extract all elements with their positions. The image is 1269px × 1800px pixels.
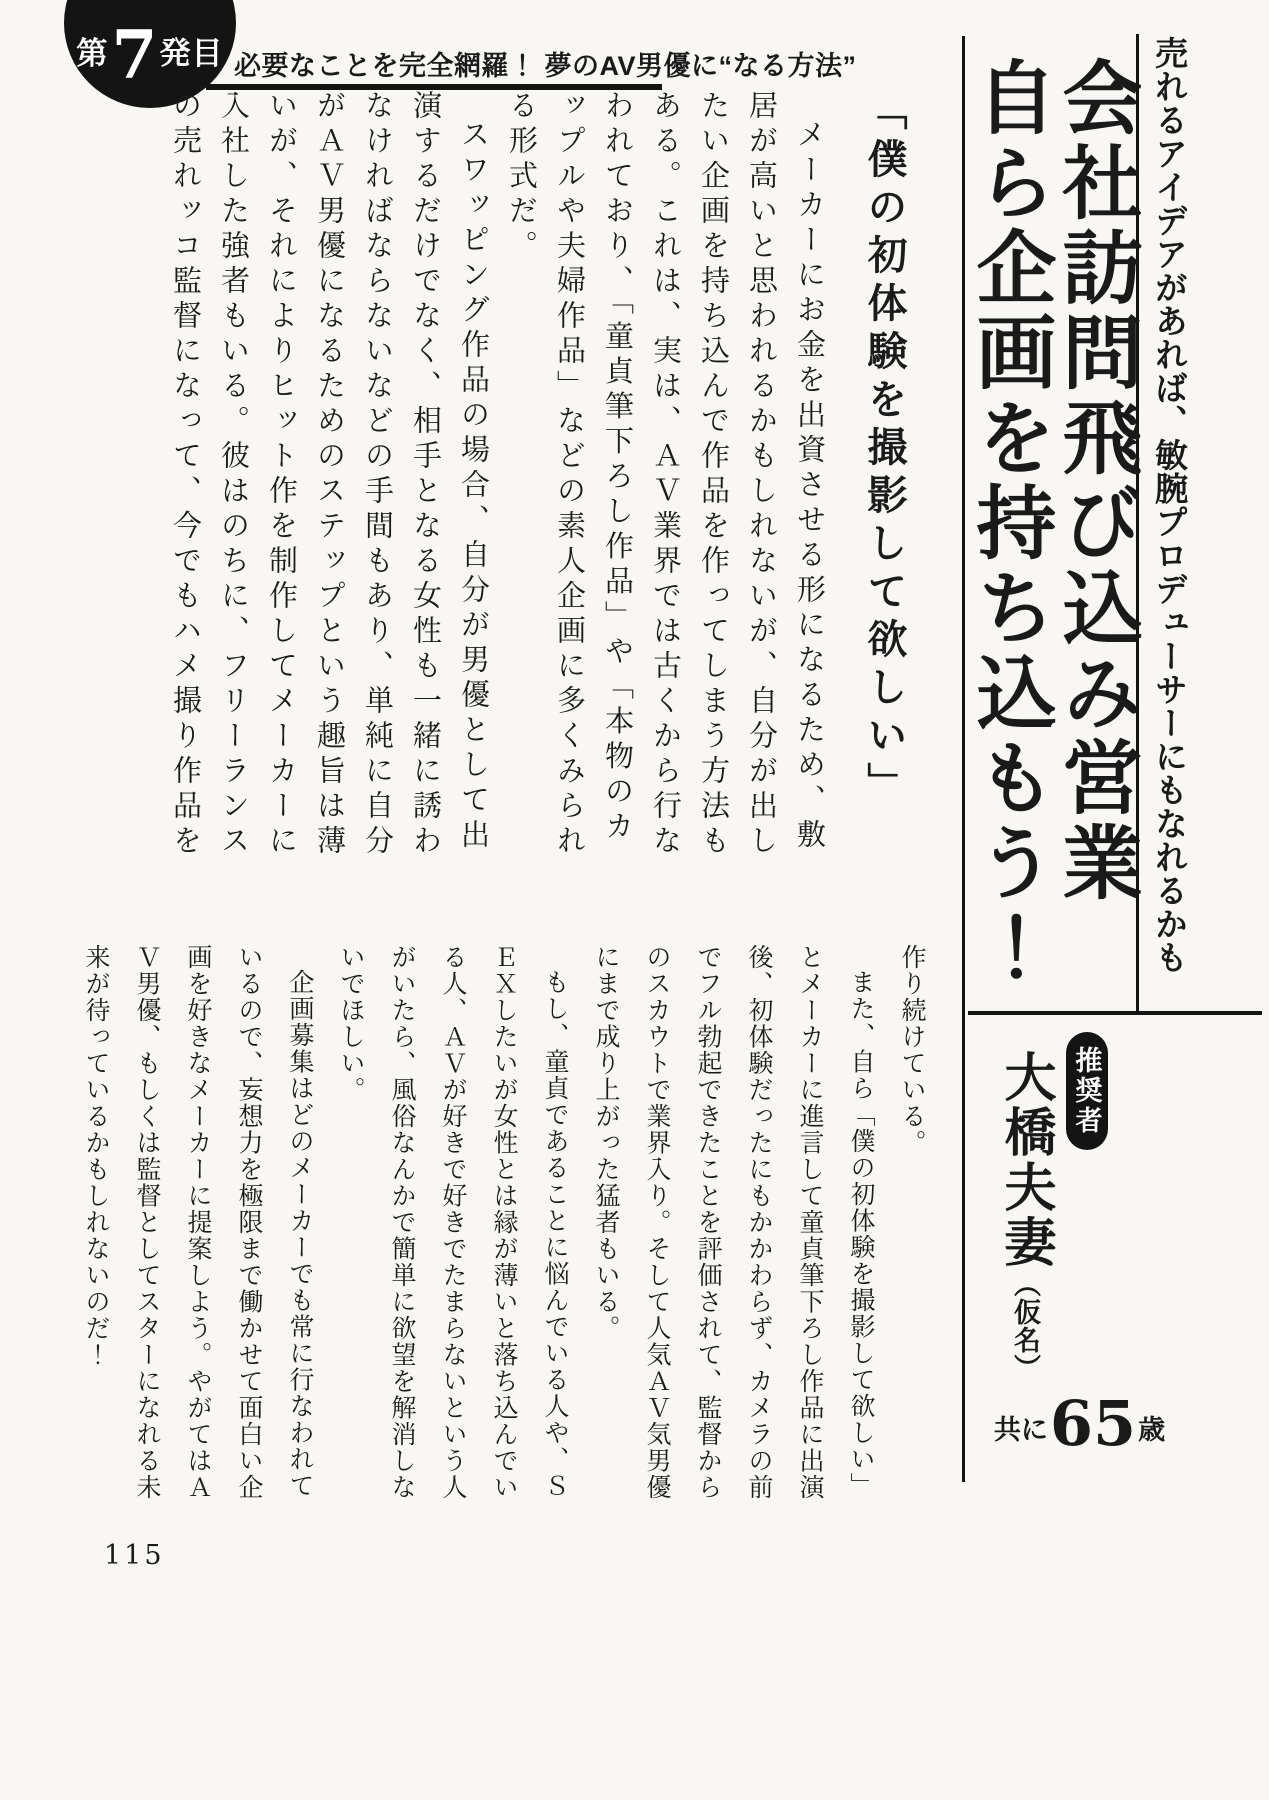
page-title-line1: 会社訪問飛び込み営業 (1051, 56, 1140, 906)
age-suffix: 歳 (1138, 1415, 1166, 1445)
issue-badge-prefix: 第 (76, 35, 109, 71)
page-title (962, 56, 1138, 1016)
article-subheading: 「僕の初体験を撮影して欲しい」 (862, 90, 906, 810)
article-paragraph: もし、童貞であることに悩んでいる人や、ＳＥＸしたいが女性とは縁が薄いと落ち込んでいる人、ＡＶが好きで好きでたまらないという人がいたら、風俗なんかで簡単に欲望を解消しないでほしい。 (337, 944, 570, 1501)
header-strip-text: 必要なことを完全網羅！ 夢のAV男優に“なる方法” (234, 50, 857, 81)
divider-body-header (962, 36, 965, 1482)
recommender-badge: 推奨者 (1066, 1032, 1108, 1150)
age-number: 65 (1049, 1386, 1137, 1460)
recommender-rule (968, 1011, 1262, 1015)
article-paragraph: メーカーにお金を出資させる形になるため、敷居が高いと思われるかもしれないが、自分が出したい企画を持ち込んで作品を作ってしまう方法もある。これは、実は、ＡＶ業界では古くから行なわれており、「童貞筆下ろし作品」や「本物のカップルや夫婦作品」などの素人企画に多くみられる形式だ。 (505, 90, 827, 860)
page-number: 115 (104, 1540, 165, 1571)
header-strip (206, 42, 857, 90)
issue-badge-suffix: 発目 (159, 35, 224, 71)
page-title-line2: 自ら企画を持ち込もう！ (965, 56, 1054, 991)
recommender-name-note: （仮名） (1010, 1270, 1040, 1382)
lead-catchcopy: 売れるアイデアがあれば、敏腕プロデューサーにもなれるかも (1151, 36, 1188, 974)
article-paragraph: 作り続けている。 (898, 944, 927, 1156)
article-body-upper (84, 90, 938, 862)
article-body-lower (84, 944, 938, 1524)
issue-badge-number: 7 (111, 16, 158, 94)
age-prefix: 共に (993, 1415, 1048, 1445)
article-paragraph: 企画募集はどのメーカーでも常に行なわれているので、妄想力を極限まで働かせて面白い企画を好きなメーカーに提案しよう。やがてはＡＶ男優、もしくは監督としてスターになれる未来が待っているかもしれないのだ！ (82, 944, 315, 1501)
article-paragraph: また、自ら「僕の初体験を撮影して欲しい」とメーカーに進言して童貞筆下ろし作品に出演後、初体験だったにもかかわらず、カメラの前でフル勃起できたことを評価されて、監督からのスカウトで業界入り。そして人気ＡＶ気男優にまで成り上がった猛者もいる。 (592, 944, 876, 1501)
article-paragraph: スワッピング作品の場合、自分が男優として出演するだけでなく、相手となる女性も一緒に誘わなければならないなどの手間もあり、単純に自分がＡＶ男優になるためのステップという趣旨は薄いが、それによりヒット作を制作してメーカーに入社した強者もいる。彼はのちに、フリーランスの売れッコ監督になって、今でもハメ撮り作品を (169, 90, 491, 860)
recommender-age (992, 1382, 1167, 1460)
issue-badge-text (76, 16, 224, 94)
recommender-name: 大橋夫妻 (996, 1050, 1054, 1270)
